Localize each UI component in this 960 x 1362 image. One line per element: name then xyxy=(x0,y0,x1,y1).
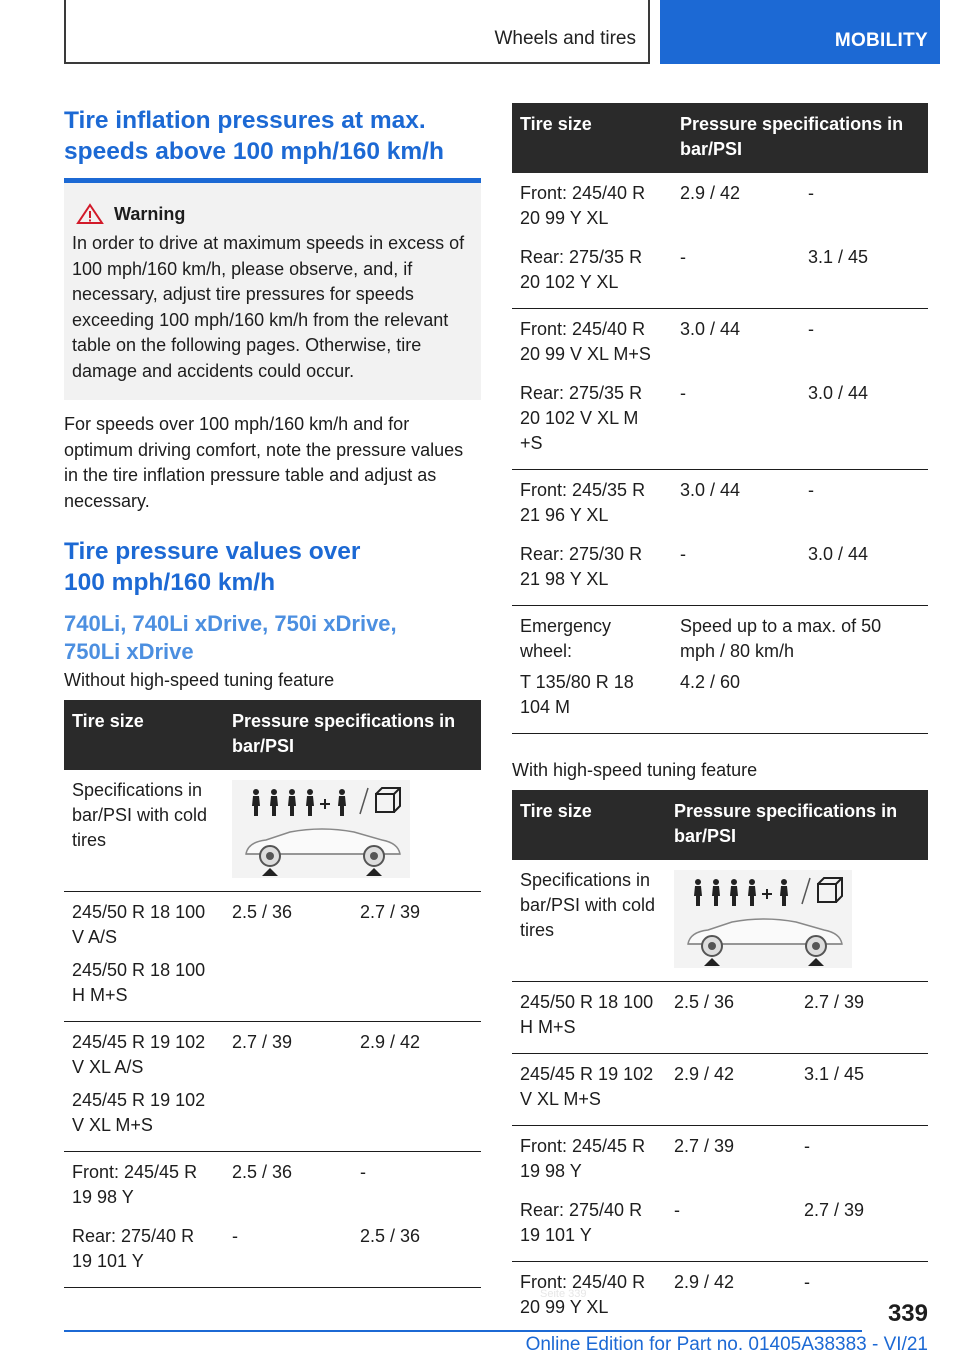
pressure-value-normal: 3.0 / 44 xyxy=(680,480,741,500)
table-row xyxy=(512,1125,928,1184)
emergency-wheel-label: Emergency wheel: xyxy=(520,616,612,661)
table-row xyxy=(512,367,928,470)
left-column xyxy=(64,100,481,1288)
section-heading: Tire inflation pressures at max. speeds above 100 mph/160 km/h xyxy=(64,107,444,165)
pressure-value-full: - xyxy=(804,1135,810,1156)
table-row xyxy=(64,1021,481,1080)
pressure-value-normal: 2.5 / 36 xyxy=(232,901,293,922)
table-header-row xyxy=(512,790,928,860)
pressure-value-normal: 2.7 / 39 xyxy=(674,1135,735,1156)
table-row xyxy=(64,770,481,892)
pressure-value-normal: - xyxy=(224,1210,352,1288)
pressure-value-full: - xyxy=(808,319,814,339)
spec-label: Specifications in bar/PSI with cold tires xyxy=(64,770,224,892)
pressure-value-normal: 2.9 / 42 xyxy=(680,183,741,203)
pressure-value-full: - xyxy=(360,1161,366,1182)
pressure-value-full: 3.0 / 44 xyxy=(800,528,928,606)
tire-size-cell: Front: 245/40 R 20 99 Y XL xyxy=(520,1271,646,1317)
column-header-tire-size: Tire size xyxy=(512,790,666,860)
pressure-value-full: - xyxy=(808,480,814,500)
emergency-speed-note: Speed up to a max. of 50 mph / 80 km/h xyxy=(680,616,882,661)
table-row xyxy=(512,981,928,1053)
table-row xyxy=(512,231,928,309)
tire-size-cell: Rear: 275/35 R 20 102 V XL M +S xyxy=(512,367,672,470)
table-header-row xyxy=(64,700,481,770)
header-tab-label: MOBILITY xyxy=(834,30,928,51)
column-header-pressure: Pressure specifications in bar/PSI xyxy=(224,700,481,770)
tire-size-cell: 245/50 R 18 100 H M+S xyxy=(512,981,666,1053)
table-row xyxy=(64,950,481,1022)
column-header-tire-size: Tire size xyxy=(64,700,224,770)
table-row xyxy=(512,173,928,231)
pressure-value-full: 3.1 / 45 xyxy=(796,1053,928,1125)
footer-watermark: Seite 339 xyxy=(540,1288,587,1300)
pressure-value-normal: 2.7 / 39 xyxy=(232,1031,293,1052)
footer-edition: Online Edition for Part no. 01405A38383 - VI/21 xyxy=(525,1334,928,1355)
tire-size-cell: Front: 245/45 R 19 98 Y xyxy=(72,1161,198,1207)
header-section-title: Wheels and tires xyxy=(494,28,636,49)
pressure-value-full: - xyxy=(808,183,814,203)
tire-size-cell: Rear: 275/30 R 21 98 Y XL xyxy=(512,528,672,606)
pressure-value-full: 2.7 / 39 xyxy=(796,981,928,1053)
table-caption: Without high-speed tuning feature xyxy=(64,670,335,690)
tire-size-cell: 245/50 R 18 100 H M+S xyxy=(64,950,224,1022)
tire-size-cell: Front: 245/45 R 19 98 Y xyxy=(520,1135,646,1181)
pressure-value-full: 2.7 / 39 xyxy=(796,1184,928,1262)
table-row xyxy=(512,1053,928,1125)
pressure-value-normal: - xyxy=(666,1184,796,1262)
pressure-value-full: 3.1 / 45 xyxy=(800,231,928,309)
table-row xyxy=(512,470,928,529)
subsection-heading: Tire pressure values over 100 mph/160 km/h xyxy=(64,538,361,596)
table-row xyxy=(512,860,928,982)
pressure-table-with-tuning xyxy=(512,790,928,1320)
table-row xyxy=(64,1151,481,1210)
tire-size-cell: 245/50 R 18 100 V A/S xyxy=(72,901,206,947)
table-row xyxy=(64,891,481,950)
tire-size-cell: 245/45 R 19 102 V XL M+S xyxy=(64,1080,224,1152)
spec-label: Specifications in bar/PSI with cold tires xyxy=(512,860,666,982)
pressure-value-normal: 2.5 / 36 xyxy=(666,981,796,1053)
pressure-value-full: 2.7 / 39 xyxy=(360,901,421,922)
tire-size-cell: Rear: 275/35 R 20 102 Y XL xyxy=(512,231,672,309)
pressure-value-normal: - xyxy=(672,231,800,309)
pressure-table-without-tuning xyxy=(64,700,481,1288)
pressure-value-full: 2.5 / 36 xyxy=(352,1210,481,1288)
pressure-value-normal: 2.5 / 36 xyxy=(232,1161,293,1182)
pressure-value-normal: - xyxy=(672,367,800,470)
pressure-value-normal: 2.9 / 42 xyxy=(666,1053,796,1125)
warning-title: Warning xyxy=(114,203,186,224)
pressure-table-continued xyxy=(512,103,928,734)
warning-header xyxy=(72,203,471,225)
pressure-value-normal: 2.9 / 42 xyxy=(674,1271,735,1292)
warning-body: In order to drive at maximum speeds in excess of 100 mph/160 km/h, please observe, and, if necessary, adjust tire pressures for speeds exceeding 100 mph/160 km/h from the relevant table on the following pages. Otherwise, tire damage and accidents could occur. xyxy=(72,233,465,381)
table-row xyxy=(512,606,928,665)
table-row xyxy=(512,528,928,606)
pressure-value-full: 3.0 / 44 xyxy=(800,367,928,470)
occupancy-vehicle-icon xyxy=(232,780,410,878)
tire-size-cell: 245/45 R 19 102 V XL A/S xyxy=(72,1031,206,1077)
table-row xyxy=(64,1080,481,1152)
table-caption: With high-speed tuning feature xyxy=(512,760,758,780)
tire-size-cell: Rear: 275/40 R 19 101 Y xyxy=(64,1210,224,1288)
warning-triangle-icon xyxy=(76,203,104,225)
table-row xyxy=(512,309,928,368)
pressure-value-normal: 3.0 / 44 xyxy=(680,319,741,339)
pressure-value-full: - xyxy=(804,1271,810,1292)
tire-size-cell: Front: 245/35 R 21 96 Y XL xyxy=(520,480,646,525)
warning-box xyxy=(64,178,481,400)
model-heading: 740Li, 740Li xDrive, 750i xDrive, 750Li xDrive xyxy=(64,611,397,664)
footer-rule xyxy=(64,1330,862,1332)
page-number: 339 xyxy=(887,1300,928,1327)
intro-paragraph: For speeds over 100 mph/160 km/h and for optimum driving comfort, note the pressure values in the tire inflation pressure table and adjust as necessary. xyxy=(64,414,464,511)
tire-size-cell: Front: 245/40 R 20 99 Y XL xyxy=(520,183,646,228)
table-row xyxy=(512,664,928,734)
emergency-wheel-size: T 135/80 R 18 104 M xyxy=(512,664,672,734)
column-header-pressure: Pressure specifications in bar/PSI xyxy=(666,790,928,860)
right-column xyxy=(512,103,928,1320)
emergency-wheel-pressure: 4.2 / 60 xyxy=(672,664,800,734)
pressure-value-normal: - xyxy=(672,528,800,606)
table-header-row xyxy=(512,103,928,173)
column-header-tire-size: Tire size xyxy=(512,103,672,173)
table-row xyxy=(64,1210,481,1288)
pressure-value-full: 2.9 / 42 xyxy=(360,1031,421,1052)
table-row xyxy=(512,1184,928,1262)
occupancy-vehicle-icon xyxy=(674,870,852,968)
column-header-pressure: Pressure specifications in bar/PSI xyxy=(672,103,928,173)
tire-size-cell: Front: 245/40 R 20 99 V XL M+S xyxy=(520,319,651,364)
tire-size-cell: Rear: 275/40 R 19 101 Y xyxy=(512,1184,666,1262)
tire-size-cell: 245/45 R 19 102 V XL M+S xyxy=(512,1053,666,1125)
